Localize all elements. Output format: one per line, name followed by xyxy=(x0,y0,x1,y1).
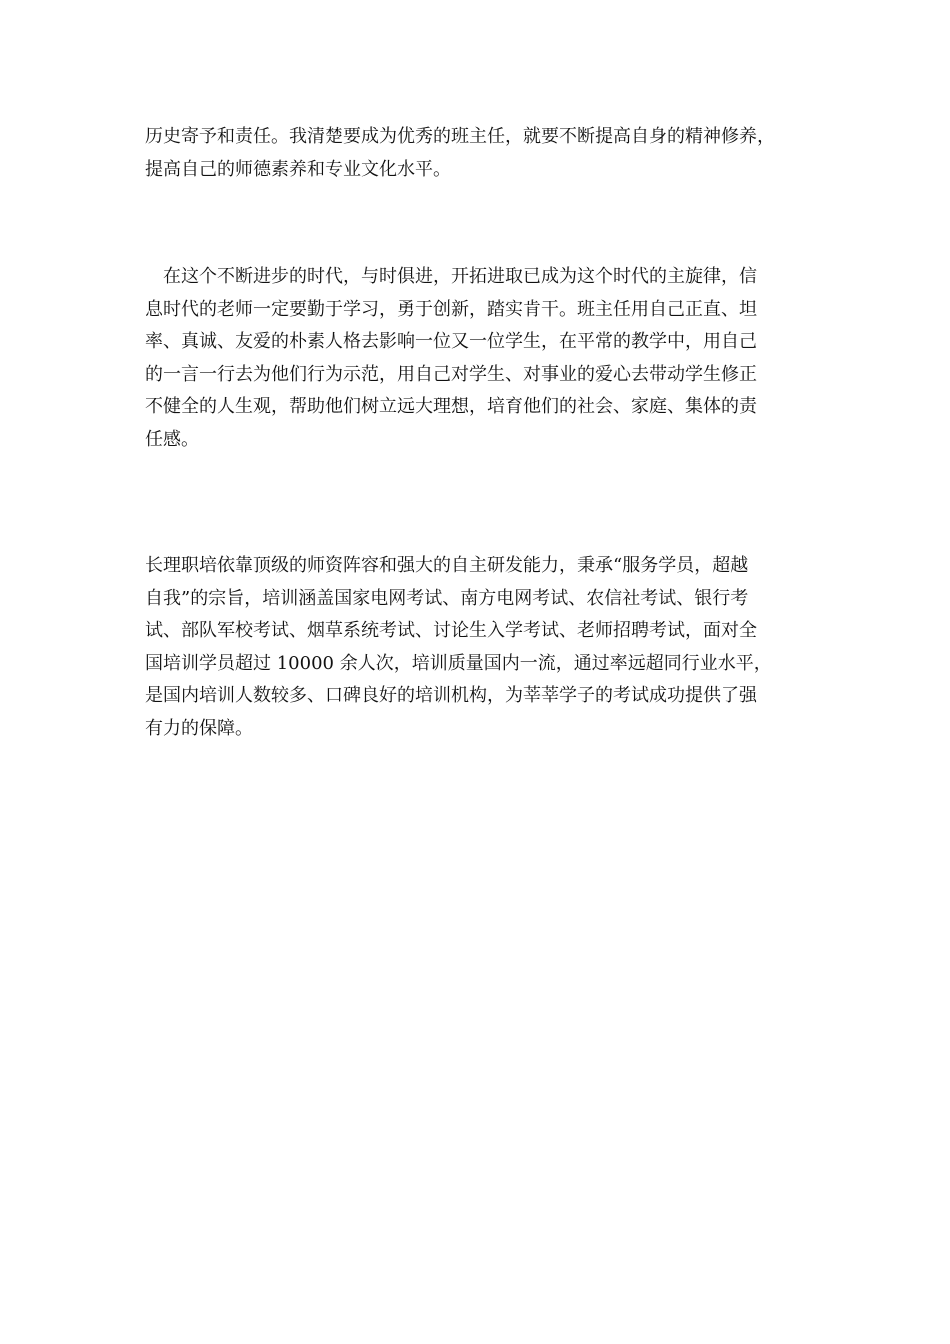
paragraph-line: 息时代的老师一定要勤于学习，勇于创新，踏实肯干。班主任用自己正直、坦 xyxy=(145,298,757,320)
paragraph-line: 率、真诚、友爱的朴素人格去影响一位又一位学生，在平常的教学中，用自己 xyxy=(145,331,757,352)
paragraph-line: 长理职培依靠顶级的师资阵容和强大的自主研发能力，秉承“服务学员，超越 xyxy=(145,555,749,576)
paragraph-line: 试、部队军校考试、烟草系统考试、讨论生入学考试、老师招聘考试，面对全 xyxy=(145,620,757,641)
paragraph-1 xyxy=(145,121,807,186)
paragraph-3 xyxy=(145,550,807,745)
paragraph-line: 不健全的人生观，帮助他们树立远大理想，培育他们的社会、家庭、集体的责 xyxy=(145,396,757,417)
paragraph-line: 的一言一行去为他们行为示范，用自己对学生、对事业的爱心去带动学生修正 xyxy=(145,363,757,385)
paragraph-line: 是国内培训人数较多、口碑良好的培训机构，为莘莘学子的考试成功提供了强 xyxy=(145,685,757,706)
paragraph-line: 历史寄予和责任。我清楚要成为优秀的班主任，就要不断提高自身的精神修养， xyxy=(145,126,775,147)
paragraph-line: 在这个不断进步的时代，与时俱进，开拓进取已成为这个时代的主旋律，信 xyxy=(145,266,757,287)
paragraph-line: 国培训学员超过 10000 余人次，培训质量国内一流，通过率远超同行业水平， xyxy=(145,652,772,674)
paragraph-line: 任感。 xyxy=(145,428,199,450)
paragraph-line: 提高自己的师德素养和专业文化水平。 xyxy=(145,158,451,180)
paragraph-line: 自我”的宗旨，培训涵盖国家电网考试、南方电网考试、农信社考试、银行考 xyxy=(145,587,749,609)
paragraph-line: 有力的保障。 xyxy=(145,717,253,739)
paragraph-2 xyxy=(145,261,807,456)
